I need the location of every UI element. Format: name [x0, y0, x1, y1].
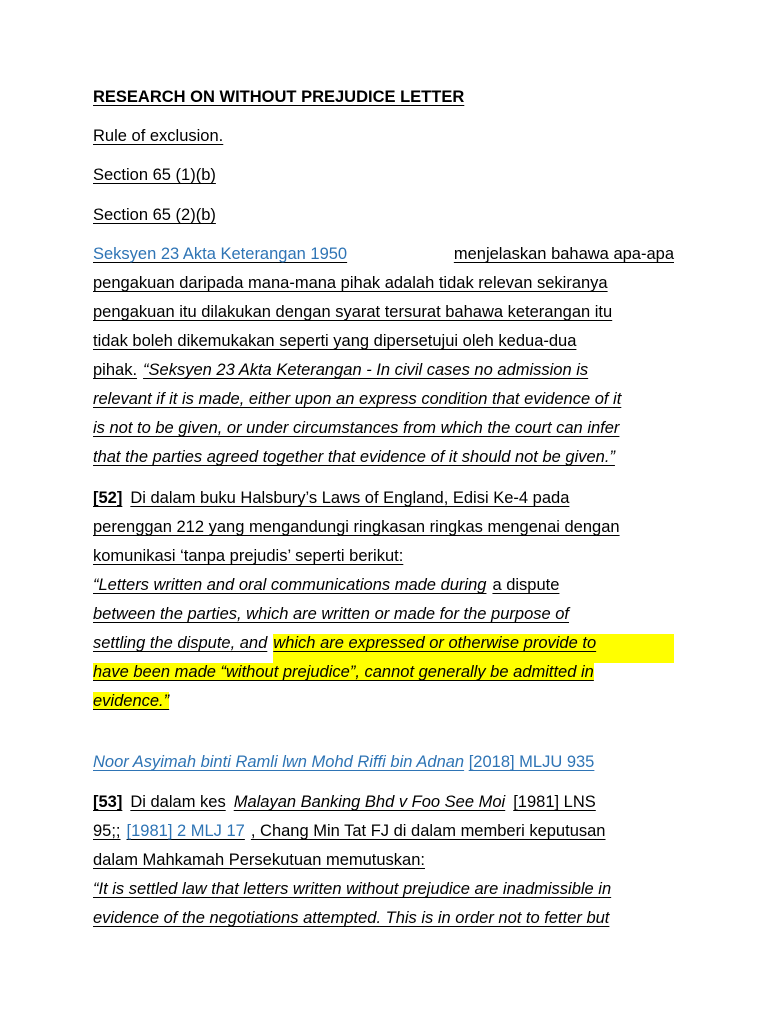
p3-line-2: [93, 822, 674, 851]
p2-quote-1: “Letters written and oral communications made during: [93, 576, 487, 594]
section-2-text: Section 65 (2)(b): [93, 206, 216, 224]
paragraph-seksyen-23: [93, 245, 674, 477]
p1-quote-2: relevant if it is made, either upon an express condition that evidence of it: [93, 390, 622, 408]
p3-cite-2-link[interactable]: [1981] 2 MLJ 17: [126, 822, 245, 840]
p3-cite-1: [1981] LNS: [513, 793, 596, 811]
p2-highlight-2: have been made “without prejudice”, cannot generally be admitted in: [93, 663, 594, 681]
paragraph-number-52: [52]: [93, 489, 123, 507]
p3-text-1: , Chang Min Tat FJ di dalam memberi keputusan: [250, 822, 606, 840]
p2-text-2: perenggan 212 yang mengandungi ringkasan ringkas mengenai dengan: [93, 518, 620, 536]
section-1-text: Section 65 (1)(b): [93, 166, 216, 184]
rule-text: Rule of exclusion.: [93, 127, 224, 145]
p1-text-2: pengakuan daripada mana-mana pihak adalah tidak relevan sekiranya: [93, 274, 608, 292]
p3-cite-1b: 95;;: [93, 822, 121, 840]
page-title: [93, 88, 674, 107]
p1-line-2: [93, 274, 674, 303]
p1-text-1: menjelaskan bahawa apa-apa: [453, 245, 674, 263]
p3-quote-2: evidence of the negotiations attempted. This is in order not to fetter but: [93, 909, 610, 927]
section-2-line: [93, 206, 674, 225]
p2-text-1: Di dalam buku Halsbury’s Laws of England, Edisi Ke-4 pada: [130, 489, 570, 507]
p2-quote-line-1: [93, 576, 674, 605]
p3-lead: Di dalam kes: [130, 793, 226, 811]
p2-quote-line-3: [93, 634, 674, 663]
p1-text-5: pihak.: [93, 361, 138, 379]
p3-text-2: dalam Mahkamah Persekutuan memutuskan:: [93, 851, 425, 869]
p2-text-3: komunikasi ‘tanpa prejudis’ seperti berikut:: [93, 547, 404, 565]
p1-quote-1: “Seksyen 23 Akta Keterangan - In civil cases no admission is: [143, 361, 589, 379]
paragraph-number-53: [53]: [93, 793, 123, 811]
p2-highlight-1: which are expressed or otherwise provide to: [273, 634, 674, 663]
p1-line-3: [93, 303, 674, 332]
p3-case-name: Malayan Banking Bhd v Foo See Moi: [233, 793, 506, 811]
paragraph-52: [93, 489, 674, 721]
p3-quote-1: “It is settled law that letters written without prejudice are inadmissible in: [93, 880, 612, 898]
p1-text-4: tidak boleh dikemukakan seperti yang dipersetujui oleh kedua-dua: [93, 332, 577, 350]
p1-quote-3: is not to be given, or under circumstances from which the court can infer: [93, 419, 620, 437]
p1-text-3: pengakuan itu dilakukan dengan syarat tersurat bahawa keterangan itu: [93, 303, 613, 321]
p2-highlight-3: evidence.”: [93, 692, 170, 710]
p2-quote-3: settling the dispute, and: [93, 634, 268, 652]
p1-line-5: [93, 361, 674, 390]
case-citation-link[interactable]: [2018] MLJU 935: [468, 753, 595, 771]
p1-quote-4: that the parties agreed together that evidence of it should not be given.”: [93, 448, 615, 466]
p2-quote-2: between the parties, which are written or made for the purpose of: [93, 605, 570, 623]
p3-line-1: [93, 793, 674, 822]
heading: RESEARCH ON WITHOUT PREJUDICE LETTER: [93, 88, 465, 106]
seksyen-23-link[interactable]: Seksyen 23 Akta Keterangan 1950: [93, 245, 348, 263]
paragraph-53: [93, 793, 674, 938]
case-name-link[interactable]: Noor Asyimah binti Ramli lwn Mohd Riffi bin Adnan: [93, 753, 465, 771]
section-1-line: [93, 166, 674, 185]
p2-quote-dispute: a dispute: [492, 576, 560, 594]
rule-line: [93, 127, 674, 146]
p2-line-1: [93, 489, 674, 518]
p1-line-1: [93, 245, 674, 274]
p1-line-4: [93, 332, 674, 361]
case-reference[interactable]: [93, 753, 674, 772]
